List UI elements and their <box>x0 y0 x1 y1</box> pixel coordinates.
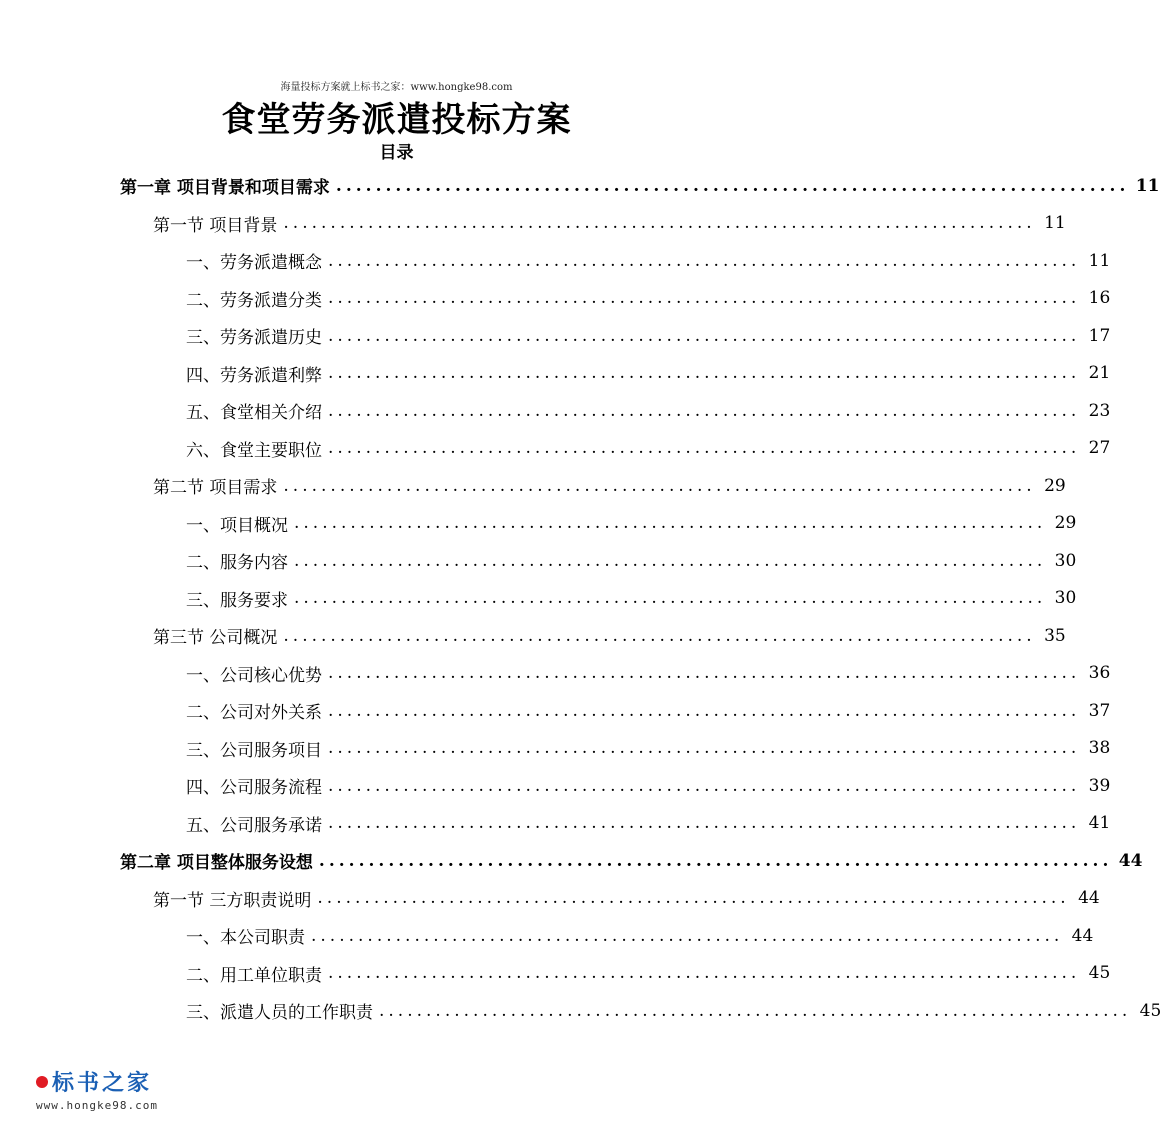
toc-entry-page: 30 <box>1054 588 1077 609</box>
toc-entry-page: 39 <box>1088 775 1111 796</box>
toc-entry-label: 三、劳务派遣历史 <box>186 328 322 349</box>
toc-entry-page: 16 <box>1088 288 1111 309</box>
toc-entry-label: 第二章 项目整体服务设想 <box>120 853 313 874</box>
toc-entry[interactable] <box>120 955 1111 993</box>
toc-entry-page: 11 <box>1044 213 1066 234</box>
toc-entry[interactable] <box>120 692 1111 730</box>
toc-entry[interactable] <box>120 580 1077 618</box>
toc-entry-page: 21 <box>1088 363 1111 384</box>
toc-entry[interactable] <box>120 242 1111 280</box>
toc-entry[interactable] <box>120 617 1066 655</box>
toc-entry-page: 30 <box>1054 550 1077 571</box>
toc-leader-dots: ................................................................................ <box>283 475 1036 496</box>
toc-entry-page: 11 <box>1135 175 1160 196</box>
toc-entry-label: 第三节 公司概况 <box>153 628 278 649</box>
toc-entry-label: 一、公司核心优势 <box>186 665 322 686</box>
toc-entry-page: 36 <box>1088 663 1111 684</box>
document-title: 食堂劳务派遣投标方案 <box>221 100 572 140</box>
toc-entry[interactable] <box>120 280 1111 318</box>
toc-leader-dots: ................................................................................ <box>311 925 1064 946</box>
toc-entry-page: 37 <box>1088 700 1111 721</box>
toc-entry-label: 第二节 项目需求 <box>153 478 278 499</box>
toc-entry[interactable] <box>120 655 1111 693</box>
toc-leader-dots: ................................................................................ <box>328 400 1081 421</box>
toc-entry-label: 二、服务内容 <box>186 553 288 574</box>
toc-entry-label: 一、本公司职责 <box>186 928 305 949</box>
toc-entry-label: 三、服务要求 <box>186 590 288 611</box>
toc-entry-page: 11 <box>1088 250 1111 271</box>
toc-leader-dots: ................................................................................ <box>294 513 1047 534</box>
toc-entry[interactable] <box>120 505 1077 543</box>
toc-leader-dots: ................................................................................ <box>328 663 1081 684</box>
toc-leader-dots: ................................................................................ <box>317 888 1070 909</box>
toc-entry-label: 三、派遣人员的工作职责 <box>186 1003 373 1024</box>
toc-entry-page: 44 <box>1078 888 1100 909</box>
toc-leader-dots: ................................................................................ <box>328 325 1081 346</box>
toc-entry[interactable] <box>120 467 1066 505</box>
toc-leader-dots: ................................................................................ <box>294 550 1047 571</box>
toc-entry-page: 38 <box>1088 738 1111 759</box>
toc-leader-dots: ................................................................................ <box>328 250 1081 271</box>
toc-entry[interactable] <box>120 542 1077 580</box>
toc-entry-label: 五、食堂相关介绍 <box>186 403 322 424</box>
toc-leader-dots: ................................................................................ <box>328 288 1081 309</box>
toc-entry[interactable] <box>120 205 1066 243</box>
toc-entry[interactable] <box>120 767 1111 805</box>
toc-leader-dots: ................................................................................ <box>328 363 1081 384</box>
toc-entry-page: 23 <box>1088 400 1111 421</box>
toc-leader-dots: ................................................................................ <box>294 588 1047 609</box>
toc-entry[interactable] <box>120 167 1160 205</box>
toc-entry-page: 45 <box>1139 1000 1161 1021</box>
toc-entry-label: 五、公司服务承诺 <box>186 815 322 836</box>
toc-entry-page: 17 <box>1088 325 1111 346</box>
toc-entry-label: 二、用工单位职责 <box>186 965 322 986</box>
toc-entry-page: 41 <box>1088 813 1111 834</box>
toc-entry[interactable] <box>120 805 1111 843</box>
toc-leader-dots: ................................................................................ <box>328 963 1081 984</box>
toc-leader-dots: ................................................................................ <box>328 438 1081 459</box>
toc-entry[interactable] <box>120 992 1161 1030</box>
toc-heading: 目录 <box>379 143 414 163</box>
toc-entry-label: 一、劳务派遣概念 <box>186 253 322 274</box>
toc-entry-page: 29 <box>1044 475 1066 496</box>
toc-entry-page: 35 <box>1044 625 1066 646</box>
toc-entry-label: 第一节 三方职责说明 <box>153 890 312 911</box>
header-note: 海量投标方案就上标书之家：www.hongke98.com <box>280 82 513 93</box>
toc-leader-dots: ................................................................................ <box>318 850 1113 871</box>
brand-name: 标书之家 <box>52 1071 153 1096</box>
brand-url: www.hongke98.com <box>36 1099 158 1112</box>
toc-leader-dots: ................................................................................ <box>328 700 1081 721</box>
toc-entry[interactable] <box>120 880 1100 918</box>
toc-entry-label: 第一节 项目背景 <box>153 215 278 236</box>
toc-entry[interactable] <box>120 392 1111 430</box>
toc-entry-label: 一、项目概况 <box>186 515 288 536</box>
toc-entry-page: 44 <box>1118 850 1143 871</box>
toc-entry-label: 二、公司对外关系 <box>186 703 322 724</box>
toc-entry[interactable] <box>120 730 1111 768</box>
toc-leader-dots: ................................................................................ <box>328 738 1081 759</box>
toc-leader-dots: ................................................................................ <box>379 1000 1132 1021</box>
toc-entry-label: 三、公司服务项目 <box>186 740 322 761</box>
toc-leader-dots: ................................................................................ <box>283 625 1036 646</box>
toc-entry[interactable] <box>120 917 1094 955</box>
toc-entry-page: 29 <box>1054 513 1077 534</box>
toc-entry-page: 45 <box>1088 963 1111 984</box>
toc-leader-dots: ................................................................................ <box>335 175 1130 196</box>
toc-entry-label: 第一章 项目背景和项目需求 <box>120 178 330 199</box>
toc-entry-label: 六、食堂主要职位 <box>186 440 322 461</box>
toc-leader-dots: ................................................................................ <box>328 775 1081 796</box>
toc-entry-page: 27 <box>1088 438 1111 459</box>
toc-entry[interactable] <box>120 842 1143 880</box>
toc-entry-label: 四、公司服务流程 <box>186 778 322 799</box>
toc-entry[interactable] <box>120 355 1111 393</box>
toc-entry-label: 四、劳务派遣利弊 <box>186 365 322 386</box>
toc-leader-dots: ................................................................................ <box>283 213 1036 234</box>
toc-leader-dots: ................................................................................ <box>328 813 1081 834</box>
brand-logo <box>36 1066 152 1097</box>
logo-mark-icon <box>36 1076 48 1088</box>
footer-logo <box>36 1066 158 1112</box>
table-of-contents <box>120 167 1161 1030</box>
toc-entry-label: 二、劳务派遣分类 <box>186 290 322 311</box>
toc-entry-page: 44 <box>1071 925 1094 946</box>
toc-entry[interactable] <box>120 317 1111 355</box>
toc-entry[interactable] <box>120 430 1111 468</box>
